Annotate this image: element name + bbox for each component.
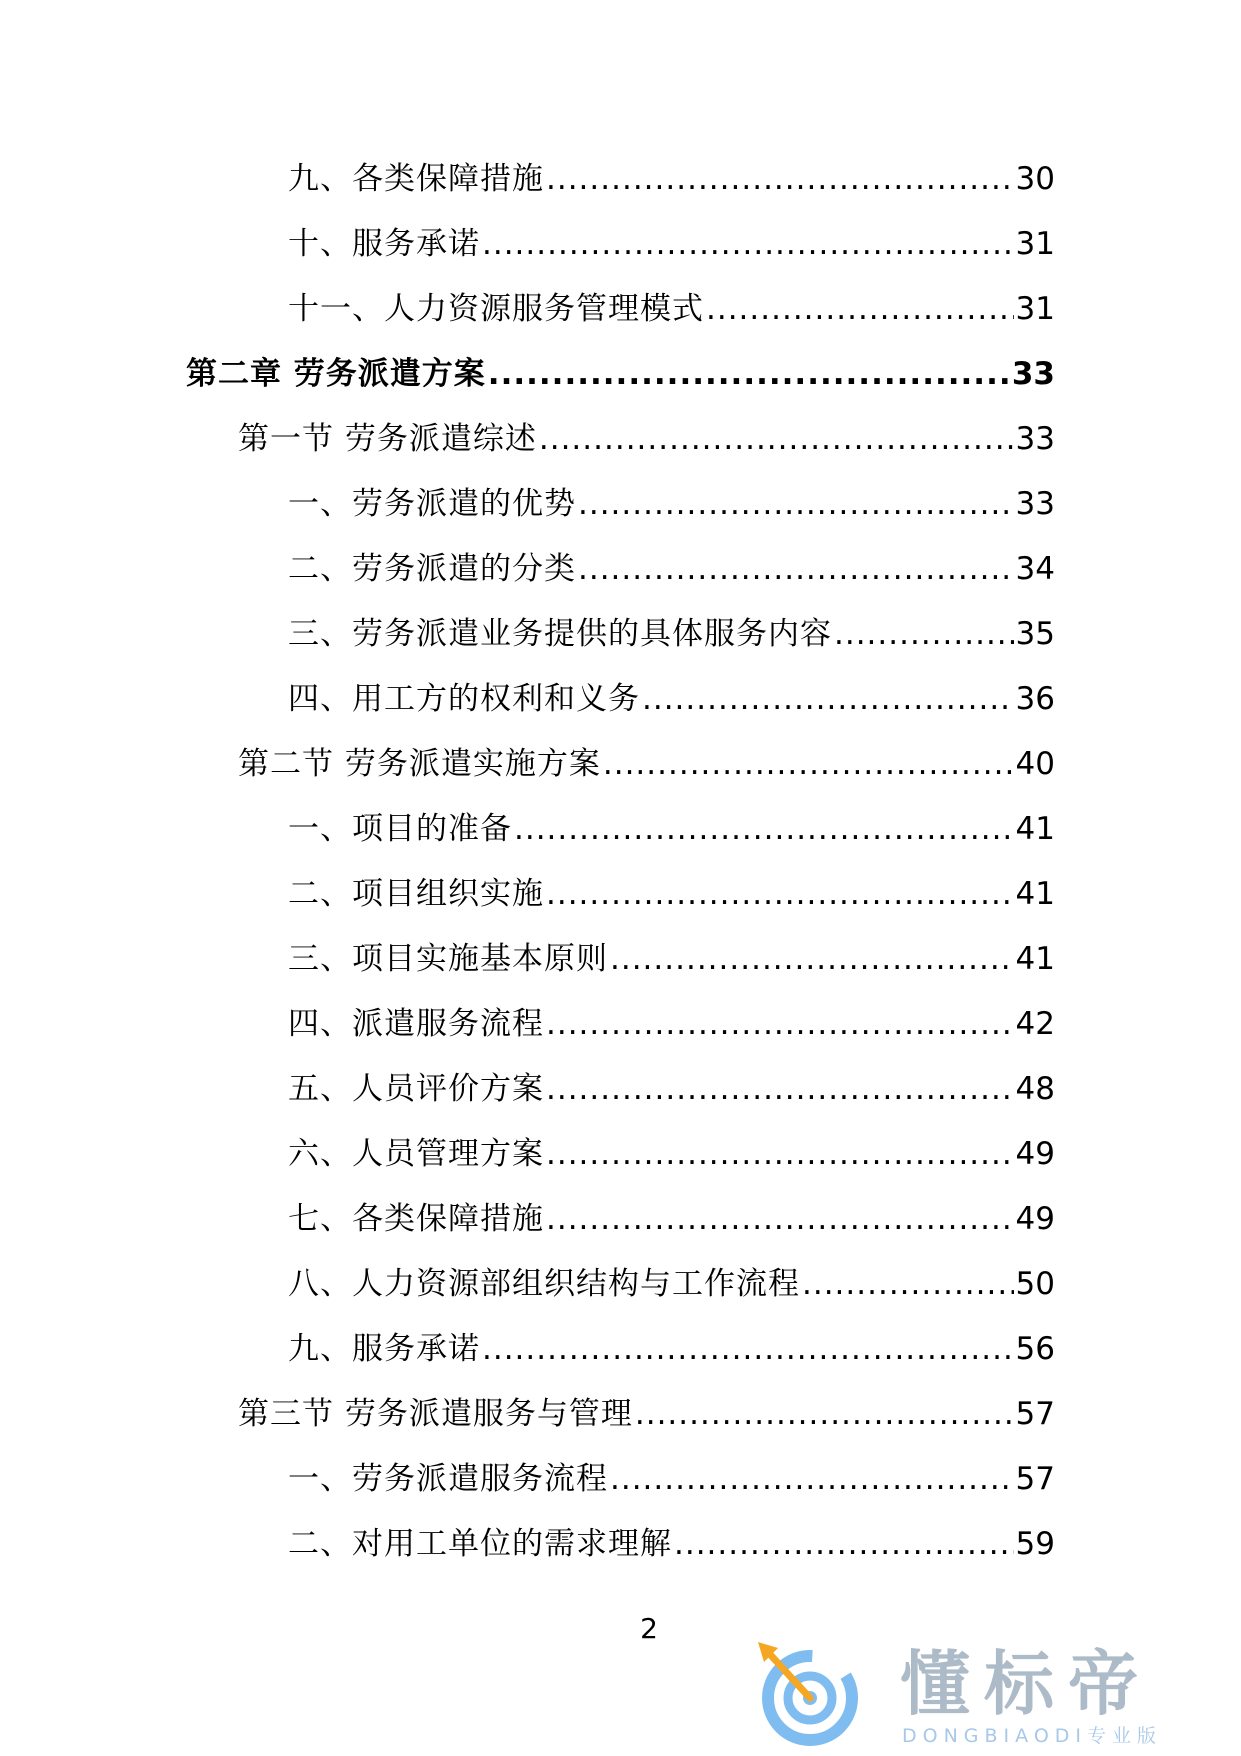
toc-entry-title: 第一节 劳务派遣综述: [238, 421, 537, 457]
toc-entry-page: 49: [1015, 1201, 1055, 1237]
toc-entry[interactable]: [288, 1457, 1055, 1501]
brand-subtitle: DONGBIAODI专业版: [902, 1725, 1163, 1747]
toc-entry-title: 七、各类保障措施: [288, 1201, 544, 1237]
toc-entry-page: 42: [1015, 1006, 1055, 1042]
toc-dot-leader: [610, 937, 1014, 981]
brand-watermark: [748, 1640, 1218, 1752]
toc-dot-leader: [635, 1392, 1014, 1436]
toc-entry[interactable]: [288, 1327, 1055, 1371]
toc-entry-page: 57: [1015, 1396, 1055, 1432]
toc-entry-title: 二、对用工单位的需求理解: [288, 1526, 672, 1562]
toc-entry[interactable]: [288, 872, 1055, 916]
toc-dot-leader: [546, 157, 1014, 201]
toc-entry-title: 四、派遣服务流程: [288, 1006, 544, 1042]
toc-entry-page: 36: [1015, 681, 1055, 717]
toc-entry-title: 二、劳务派遣的分类: [288, 551, 576, 587]
toc-entry[interactable]: [288, 1067, 1055, 1111]
toc-entry-page: 35: [1015, 616, 1055, 652]
toc-entry-page: 41: [1015, 811, 1055, 847]
toc-entry-title: 十一、人力资源服务管理模式: [288, 291, 704, 327]
toc-dot-leader: [546, 1132, 1014, 1176]
toc-entry[interactable]: [288, 1002, 1055, 1046]
toc-entry-page: 33: [1015, 421, 1055, 457]
toc-chapter-entry[interactable]: [186, 352, 1055, 396]
toc-entry[interactable]: [288, 157, 1055, 201]
toc-entry-page: 50: [1015, 1266, 1055, 1302]
toc-entry[interactable]: [288, 482, 1055, 526]
toc-entry[interactable]: [288, 807, 1055, 851]
toc-entry-title: 第三节 劳务派遣服务与管理: [238, 1396, 633, 1432]
toc-dot-leader: [706, 287, 1014, 331]
toc-dot-leader: [514, 807, 1014, 851]
toc-entry-title: 三、劳务派遣业务提供的具体服务内容: [288, 616, 832, 652]
toc-entry[interactable]: [288, 547, 1055, 591]
toc-dot-leader: [539, 417, 1014, 461]
toc-dot-leader: [546, 872, 1014, 916]
toc-entry-page: 59: [1015, 1526, 1055, 1562]
toc-dot-leader: [603, 742, 1014, 786]
toc-dot-leader: [546, 1197, 1014, 1241]
toc-entry-title: 三、项目实施基本原则: [288, 941, 608, 977]
toc-entry-page: 40: [1015, 746, 1055, 782]
toc-dot-leader: [610, 1457, 1014, 1501]
toc-entry[interactable]: [288, 1522, 1055, 1566]
toc-entry-page: 56: [1015, 1331, 1055, 1367]
toc-entry-title: 五、人员评价方案: [288, 1071, 544, 1107]
toc-entry-page: 34: [1015, 551, 1055, 587]
toc-entry-title: 一、项目的准备: [288, 811, 512, 847]
brand-name: 懂标帝: [900, 1643, 1152, 1725]
toc-entry-title: 一、劳务派遣服务流程: [288, 1461, 608, 1497]
toc-entry[interactable]: [288, 287, 1055, 331]
toc-section-entry[interactable]: [238, 417, 1055, 461]
toc-entry-title: 十、服务承诺: [288, 226, 480, 262]
toc-dot-leader: [834, 612, 1014, 656]
toc-entry[interactable]: [288, 1197, 1055, 1241]
toc-section-entry[interactable]: [238, 742, 1055, 786]
toc-dot-leader: [578, 547, 1014, 591]
toc-dot-leader: [488, 352, 1010, 396]
toc-entry-title: 第二节 劳务派遣实施方案: [238, 746, 601, 782]
toc-entry-title: 四、用工方的权利和义务: [288, 681, 640, 717]
toc-dot-leader: [642, 677, 1014, 721]
toc-entry-page: 48: [1015, 1071, 1055, 1107]
toc-entry-title: 八、人力资源部组织结构与工作流程: [288, 1266, 800, 1302]
toc-dot-leader: [546, 1067, 1014, 1111]
toc-dot-leader: [482, 222, 1014, 266]
toc-dot-leader: [482, 1327, 1014, 1371]
toc-section-entry[interactable]: [238, 1392, 1055, 1436]
toc-entry-title: 九、各类保障措施: [288, 161, 544, 197]
toc-entry-page: 33: [1011, 356, 1055, 392]
toc-entry-title: 六、人员管理方案: [288, 1136, 544, 1172]
toc-entry-page: 33: [1015, 486, 1055, 522]
target-arrow-icon: [748, 1640, 868, 1752]
toc-entry-page: 57: [1015, 1461, 1055, 1497]
toc-entry-title: 九、服务承诺: [288, 1331, 480, 1367]
toc-entry-page: 31: [1015, 226, 1055, 262]
toc-dot-leader: [546, 1002, 1014, 1046]
toc-entry-title: 一、劳务派遣的优势: [288, 486, 576, 522]
toc-entry-page: 49: [1015, 1136, 1055, 1172]
toc-entry[interactable]: [288, 612, 1055, 656]
toc-entry[interactable]: [288, 1132, 1055, 1176]
toc-entry-page: 41: [1015, 876, 1055, 912]
toc-entry[interactable]: [288, 677, 1055, 721]
toc-entry[interactable]: [288, 1262, 1055, 1306]
toc-entry-page: 41: [1015, 941, 1055, 977]
toc-entry-title: 第二章 劳务派遣方案: [186, 356, 486, 392]
toc-entry-page: 30: [1015, 161, 1055, 197]
toc-entry[interactable]: [288, 937, 1055, 981]
toc-entry-title: 二、项目组织实施: [288, 876, 544, 912]
toc-dot-leader: [578, 482, 1014, 526]
toc-entry[interactable]: [288, 222, 1055, 266]
toc-entry-page: 31: [1015, 291, 1055, 327]
toc-dot-leader: [674, 1522, 1014, 1566]
toc-dot-leader: [802, 1262, 1014, 1306]
page-number: 2: [640, 1612, 658, 1645]
